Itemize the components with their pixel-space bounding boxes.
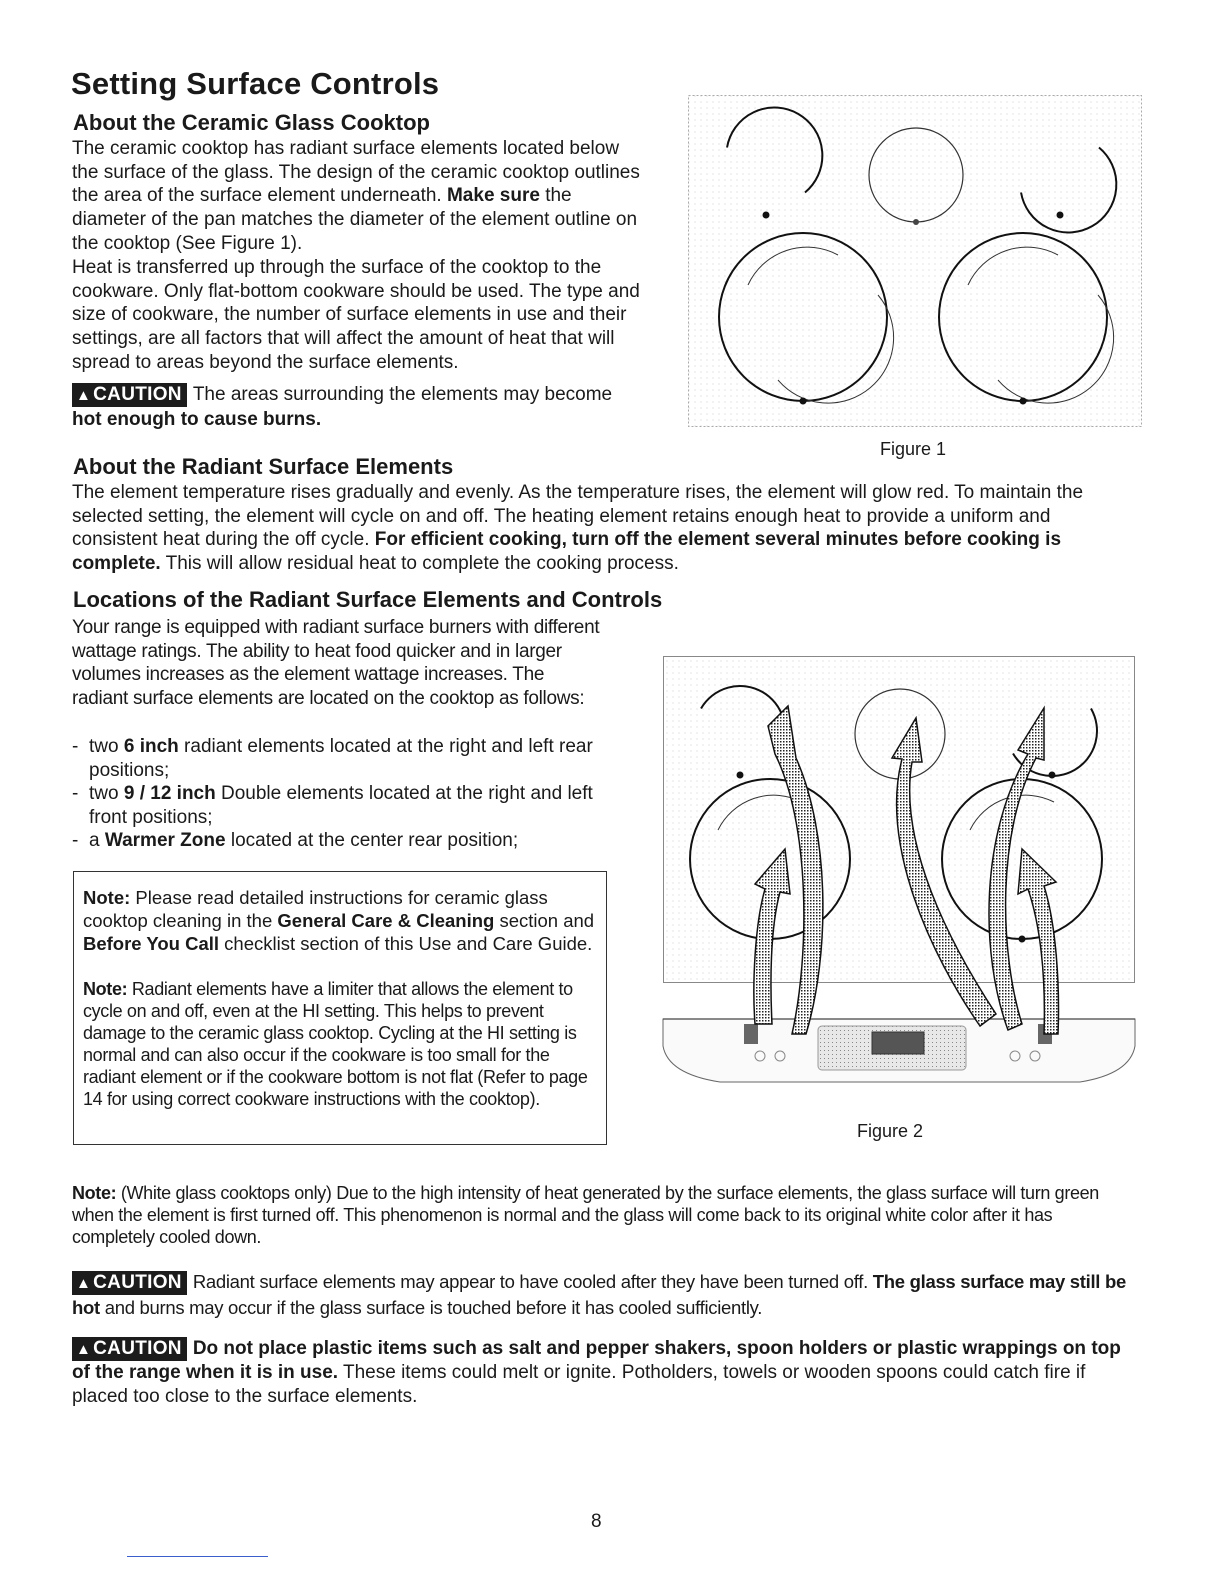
text-run: These items could melt or ignite. Potholders, towels or wooden spoons could catch fire if placed too close to the surface elements. bbox=[72, 1362, 1086, 1407]
text-run: a bbox=[89, 830, 105, 851]
text-run: two bbox=[89, 783, 124, 804]
figure-1-caption: Figure 1 bbox=[880, 439, 947, 459]
list-dash: - bbox=[72, 783, 79, 804]
text-run: The element temperature rises gradually and evenly. As the temperature rises, the element will glow red. To maintain the selected setting, the element will cycle on and off. The heating element retains enough heat to provide a uniform and consistent heat during the off cycle. bbox=[72, 482, 1084, 551]
ceramic-glass-paragraph-2: Heat is transferred up through the surface of the cooktop to the cookware. Only flat-bottom cookware should be used. The type and size of cookware, the number of surface elements in use and their settings, are all factors that will affect the amount of heat that will spread to areas beyond the surface elements. bbox=[72, 257, 640, 373]
caution-bold-text: hot enough to cause burns. bbox=[72, 408, 322, 430]
bold-run: Make sure bbox=[446, 185, 540, 207]
text-run: (White glass cooktops only) Due to the high intensity of heat generated by the surface elements, the glass surface will turn green when the element is first turned off. This phenomenon is normal and the glass will come back to its original white color after it has completely cooled down. bbox=[72, 1183, 1099, 1247]
section-heading-radiant-elements: About the Radiant Surface Elements bbox=[73, 454, 454, 479]
note-white-glass bbox=[72, 1183, 1132, 1248]
warning-icon: ▲ bbox=[76, 1275, 92, 1292]
text-run: Please read detailed instructions for ceramic glass cooktop cleaning in the bbox=[83, 887, 548, 931]
text-run: section and bbox=[494, 909, 595, 931]
note-label: Note: bbox=[72, 1183, 117, 1203]
caution-badge bbox=[72, 1337, 187, 1361]
bold-run: General Care & Cleaning bbox=[277, 909, 495, 931]
caution-label: CAUTION bbox=[93, 384, 182, 405]
bold-run: 9 / 12 inch bbox=[123, 783, 216, 804]
caution-block-3 bbox=[72, 1337, 1137, 1409]
list-item-warmer-zone bbox=[72, 829, 602, 853]
page-number: 8 bbox=[591, 1511, 602, 1532]
note-box bbox=[73, 871, 607, 1145]
bold-run: For efficient cooking, turn off the element several minutes before cooking is complete. bbox=[72, 529, 1062, 575]
ceramic-glass-paragraph-1 bbox=[72, 137, 647, 256]
caution-badge bbox=[72, 383, 187, 407]
text-run: and burns may occur if the glass surface is touched before it has cooled sufficiently. bbox=[99, 1297, 763, 1318]
text-run: checklist section of this Use and Care Guide. bbox=[219, 932, 593, 954]
text-run: Radiant surface elements may appear to have cooled after they have been turned off. bbox=[192, 1271, 873, 1292]
list-item-9-12-inch bbox=[72, 782, 602, 829]
figure-1-cooktop-diagram bbox=[688, 95, 1142, 427]
caution-badge bbox=[72, 1271, 187, 1295]
caution-block-1 bbox=[72, 383, 652, 432]
bold-run: 6 inch bbox=[123, 736, 179, 757]
bold-run: The glass surface may still be hot bbox=[72, 1271, 1126, 1318]
note-cleaning bbox=[83, 887, 598, 955]
locations-intro: Your range is equipped with radiant surface burners with different wattage ratings. The ability to heat food quicker and in larger volumes increases as the element wattage increases. The radiant surface elements are located on the cooktop as follows: bbox=[72, 617, 600, 710]
text-run: Double elements located at the right and left front positions; bbox=[89, 783, 593, 828]
text-run: Radiant elements have a limiter that allows the element to cycle on and off, even at the HI setting. This helps to prevent damage to the ceramic glass cooktop. Cycling at the HI setting is normal and can also occur if the cookware is too small for the radiant element or if the cookware bottom is not flat (Refer to page 14 for using correct cookware instructions with the cooktop). bbox=[83, 979, 588, 1110]
caution-block-2 bbox=[72, 1269, 1132, 1320]
list-dash: - bbox=[72, 830, 79, 851]
section-heading-locations: Locations of the Radiant Surface Elements and Controls bbox=[73, 587, 663, 612]
list-item-6-inch bbox=[72, 735, 602, 782]
warning-icon: ▲ bbox=[76, 1341, 92, 1358]
note-label: Note: bbox=[83, 887, 131, 908]
bold-run: Do not place plastic items such as salt and pepper shakers, spoon holders or plastic wrappings on top of the range when it is in use. bbox=[72, 1338, 1121, 1383]
text-run: This will allow residual heat to complete the cooking process. bbox=[160, 553, 679, 575]
text-run: two bbox=[89, 736, 124, 757]
caution-label: CAUTION bbox=[93, 1338, 182, 1359]
text-run: radiant elements located at the right and left rear positions; bbox=[89, 736, 593, 781]
note-label: Note: bbox=[83, 979, 128, 999]
page-title: Setting Surface Controls bbox=[71, 66, 440, 101]
section-heading-ceramic-glass: About the Ceramic Glass Cooktop bbox=[73, 110, 430, 135]
radiant-elements-paragraph bbox=[72, 481, 1132, 576]
figure-2-cooktop-controls-diagram bbox=[660, 654, 1138, 1092]
figure-2-caption: Figure 2 bbox=[857, 1121, 924, 1141]
bold-run: Warmer Zone bbox=[104, 830, 226, 851]
bold-run: Before You Call bbox=[83, 932, 220, 954]
bottom-rule bbox=[127, 1556, 268, 1557]
warning-icon: ▲ bbox=[76, 387, 92, 404]
caution-label: CAUTION bbox=[93, 1272, 182, 1293]
text-run: The ceramic cooktop has radiant surface elements located below the surface of the glass. The design of the ceramic cooktop outlines the area of the surface element underneath. bbox=[72, 138, 640, 207]
text-run: located at the center rear position; bbox=[225, 830, 519, 851]
list-dash: - bbox=[72, 736, 79, 757]
note-limiter bbox=[83, 978, 603, 1111]
caution-text: The areas surrounding the elements may become bbox=[192, 384, 613, 405]
text-run: the diameter of the pan matches the diameter of the element outline on the cooktop (See Figure 1). bbox=[72, 185, 638, 254]
